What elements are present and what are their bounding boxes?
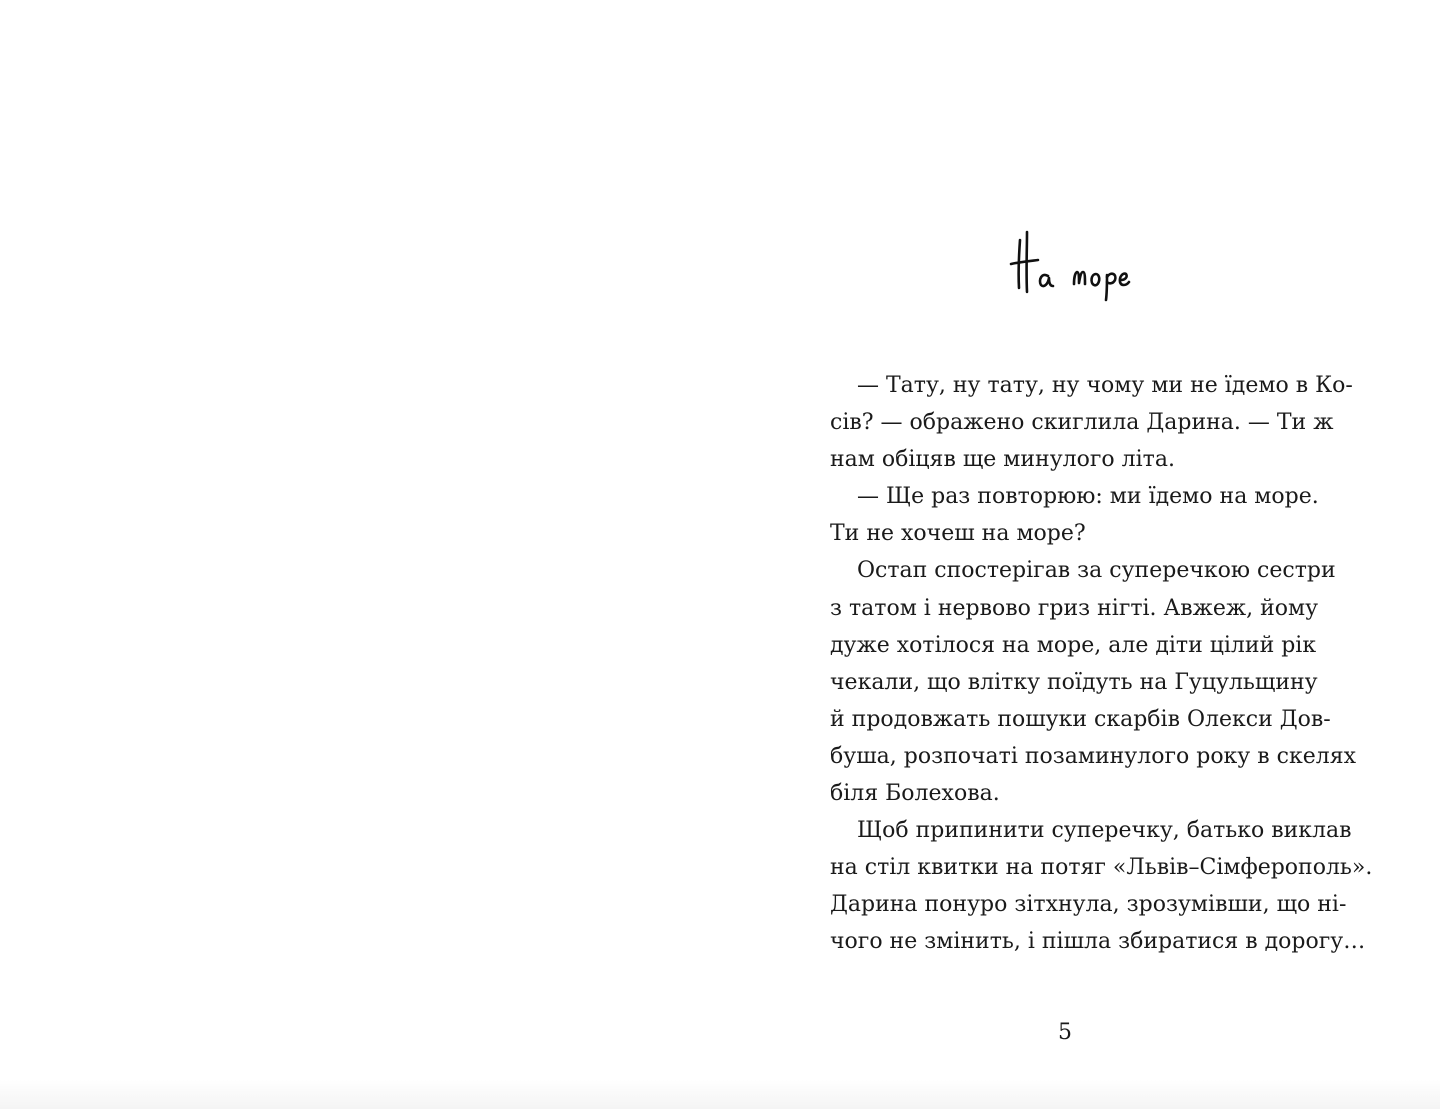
page-number: 5 — [1058, 1020, 1072, 1045]
text-line: чекали, що влітку поїдуть на Гуцульщину — [830, 669, 1318, 695]
text-line: Остап спостерігав за суперечкою сестри — [857, 558, 1336, 584]
text-line: Дарина понуро зітхнула, зрозумівши, що ні- — [830, 892, 1347, 918]
text-line: буша, розпочаті позаминулого року в скелях — [830, 743, 1356, 769]
text-line: біля Болехова. — [830, 781, 1000, 807]
text-line: чого не змінить, і пішла збиратися в дорогу… — [830, 929, 1366, 955]
text-line: нам обіцяв ще минулого літа. — [830, 447, 1175, 473]
text-line: — Ще раз повторюю: ми їдемо на море. — [857, 484, 1319, 510]
chapter-body — [830, 367, 1373, 961]
viewer-bottom-edge — [0, 1080, 1440, 1109]
text-line: — Тату, ну тату, ну чому ми не їдемо в Ко- — [857, 373, 1353, 398]
text-line: з татом і нервово гриз нігті. Авжеж, йому — [830, 595, 1319, 621]
chapter-title-handwritten — [1008, 226, 1208, 306]
text-line: на стіл квитки на потяг «Львів–Сімферополь». — [830, 855, 1373, 881]
text-line: Щоб припинити суперечку, батько виклав — [857, 818, 1352, 844]
text-line: й продовжать пошуки скарбів Олекси Дов- — [830, 706, 1331, 732]
text-line: дуже хотілося на море, але діти цілий рік — [830, 632, 1317, 658]
text-line: Ти не хочеш на море? — [830, 521, 1086, 547]
chapter-title — [1008, 226, 1208, 306]
text-line: сів? — ображено скиглила Дарина. — Ти ж — [830, 410, 1334, 436]
